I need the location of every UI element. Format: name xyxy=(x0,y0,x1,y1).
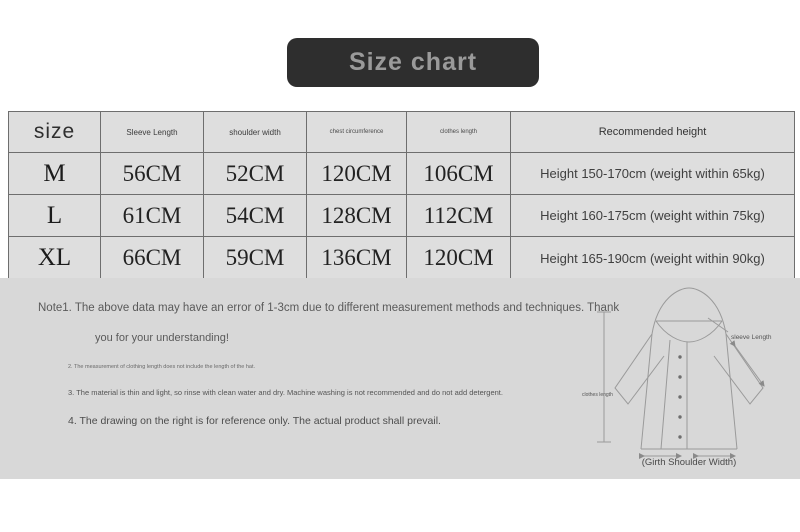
sleeve-length-label: sleeve Length xyxy=(731,334,772,341)
row-l-sleeve: 61CM xyxy=(101,195,204,237)
row-xl-shoulder: 59CM xyxy=(204,237,307,279)
note-1-line-1: Note1. The above data may have an error of 1-3cm due to different measurement methods and techniques. Thank xyxy=(38,302,620,314)
row-l-chest: 128CM xyxy=(307,195,407,237)
row-l-height: Height 160-175cm (weight within 75kg) xyxy=(511,195,794,237)
row-xl-sleeve: 66CM xyxy=(101,237,204,279)
row-l-size: L xyxy=(9,195,101,237)
row-l-length: 112CM xyxy=(407,195,511,237)
page-title: Size chart xyxy=(348,48,478,76)
note-2: 2. The measurement of clothing length does not include the length of the hat. xyxy=(68,364,256,370)
row-m-size: M xyxy=(9,153,101,195)
header-recommended-height: Recommended height xyxy=(511,112,794,153)
note-4: 4. The drawing on the right is for reference only. The actual product shall prevail. xyxy=(68,415,441,427)
raincoat-diagram xyxy=(582,282,797,467)
row-m-shoulder: 52CM xyxy=(204,153,307,195)
size-table xyxy=(8,111,795,280)
header-chest-circumference: chest circumference xyxy=(307,112,407,153)
button-dots-icon xyxy=(678,355,681,438)
header-size: size xyxy=(9,112,101,153)
row-m-sleeve: 56CM xyxy=(101,153,204,195)
notes-section xyxy=(0,278,800,479)
header-sleeve-length: Sleeve Length xyxy=(101,112,204,153)
row-l-shoulder: 54CM xyxy=(204,195,307,237)
clothes-length-label: clothes length xyxy=(582,392,613,398)
row-m-chest: 120CM xyxy=(307,153,407,195)
raincoat-outline-icon xyxy=(597,288,764,456)
row-m-height: Height 150-170cm (weight within 65kg) xyxy=(511,153,794,195)
note-3: 3. The material is thin and light, so rinse with clean water and dry. Machine washing is not recommended and do not add detergent. xyxy=(68,388,503,397)
row-xl-size: XL xyxy=(9,237,101,279)
header-clothes-length: clothes length xyxy=(407,112,511,153)
size-chart-title-pill xyxy=(287,38,539,87)
header-shoulder-width: shoulder width xyxy=(204,112,307,153)
row-m-length: 106CM xyxy=(407,153,511,195)
row-xl-chest: 136CM xyxy=(307,237,407,279)
girth-shoulder-width-label: (Girth Shoulder Width) xyxy=(641,457,737,467)
row-xl-height: Height 165-190cm (weight within 90kg) xyxy=(511,237,794,279)
row-xl-length: 120CM xyxy=(407,237,511,279)
note-1-line-2: you for your understanding! xyxy=(95,332,229,344)
